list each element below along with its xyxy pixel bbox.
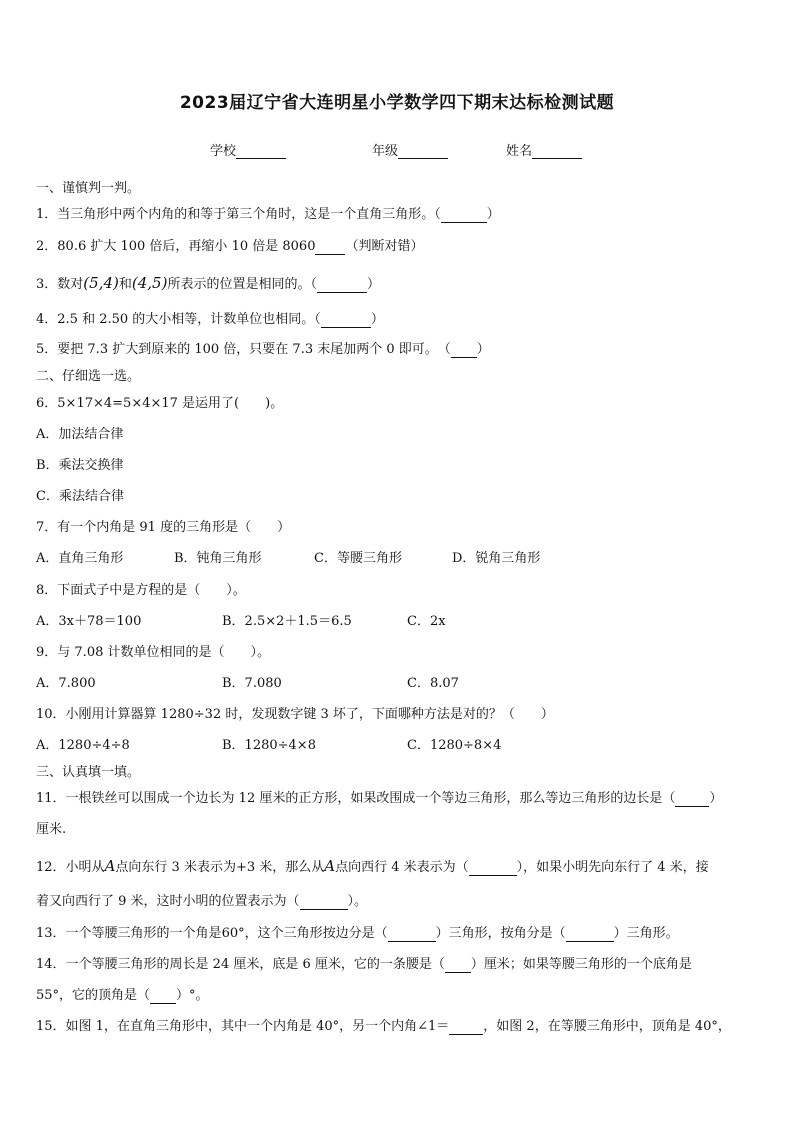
question-3 [36, 275, 760, 293]
question-12-line2 [36, 894, 760, 910]
question-text: 着又向西行了 9 米，这时小明的位置表示为（ [36, 894, 300, 909]
option-8c[interactable]: C．2x [407, 614, 446, 629]
option-9a[interactable]: A．7.800 [36, 676, 96, 691]
question-12 [36, 858, 760, 876]
question-number: 8． [36, 583, 58, 598]
option-6b[interactable]: B．乘法交换律 [36, 458, 124, 473]
question-text: 小刚用计算器算 1280÷32 时，发现数字键 3 坏了，下面哪种方法是对的？（ ） [65, 707, 554, 722]
angle-value: 60° [221, 926, 245, 941]
question-text-tail: ） [366, 277, 380, 292]
name-label: 姓名 [506, 144, 533, 159]
question-text: 点向西行 4 米表示为（ [335, 860, 469, 875]
question-14 [36, 957, 760, 973]
coordinate-pair-2: (4,5) [131, 274, 168, 292]
question-text-tail: ） [476, 342, 490, 357]
question-text: 80.6 扩大 100 倍后，再缩小 10 倍是 8060 [57, 239, 316, 254]
grade-blank[interactable] [398, 144, 448, 159]
question-5 [36, 342, 760, 358]
question-text: ），如果小明先向东行了 4 米，接 [516, 860, 709, 875]
school-blank[interactable] [236, 144, 286, 159]
grade-field[interactable] [372, 140, 448, 159]
question-number: 3． [36, 277, 58, 292]
question-number: 2． [36, 239, 58, 254]
question-13 [36, 926, 760, 942]
question-number: 14． [36, 957, 66, 972]
question-9 [36, 645, 760, 661]
question-4 [36, 312, 760, 328]
question-number: 4． [36, 312, 58, 327]
answer-blank[interactable] [566, 928, 614, 942]
question-11 [36, 791, 760, 807]
option-10c[interactable]: C．1280÷8×4 [407, 738, 502, 753]
option-6c[interactable]: C．乘法结合律 [36, 489, 124, 504]
answer-blank[interactable] [317, 279, 367, 293]
question-text: 当三角形中两个内角的和等于第三个角时，这是一个直角三角形。（ [57, 207, 441, 222]
question-number: 12． [36, 860, 66, 875]
question-text: 2.5 和 2.50 的大小相等，计数单位也相同。（ [57, 312, 321, 327]
answer-blank[interactable] [388, 928, 436, 942]
option-7b[interactable]: B．钝角三角形 [174, 551, 262, 566]
option-7a[interactable]: A．直角三角形 [36, 551, 124, 566]
answer-blank[interactable] [675, 793, 709, 807]
question-text: 和 [118, 277, 132, 292]
answer-blank[interactable] [469, 862, 517, 876]
question-text: 55°，它的顶角是（ [36, 988, 151, 1003]
section-heading-1: 一、谨慎判一判。 [36, 181, 141, 196]
option-7c[interactable]: C．等腰三角形 [314, 551, 402, 566]
section-heading-2: 二、仔细选一选。 [36, 369, 141, 384]
question-text-tail: ） [370, 312, 384, 327]
question-text-tail: ） [486, 207, 500, 222]
question-number: 7． [36, 520, 58, 535]
question-number: 10． [36, 707, 66, 722]
question-number: 11． [36, 791, 66, 806]
option-10a[interactable]: A．1280÷4÷8 [36, 738, 130, 753]
question-text: 要把 7.3 扩大到原来的 100 倍，只要在 7.3 末尾加两个 0 即可。 （ [57, 342, 451, 357]
question-number: 9． [36, 645, 58, 660]
point-a-label: A [324, 857, 336, 875]
school-field[interactable] [210, 140, 286, 159]
question-text: ）三角形，按角分是（ [435, 926, 566, 941]
question-14-line2 [36, 988, 760, 1004]
question-11-line2: 厘米. [36, 822, 67, 837]
question-10 [36, 707, 760, 723]
option-9b[interactable]: B．7.080 [222, 676, 282, 691]
answer-blank[interactable] [321, 314, 371, 328]
option-9c[interactable]: C．8.07 [407, 676, 459, 691]
grade-label: 年级 [372, 144, 399, 159]
question-15 [36, 1019, 760, 1035]
question-6 [36, 396, 760, 412]
question-2 [36, 239, 760, 255]
question-text-tail: ）。 [347, 894, 368, 909]
question-text: ）三角形。 [613, 926, 679, 941]
question-text: 一根铁丝可以围成一个边长为 12 厘米的正方形，如果改围成一个等边三角形，那么等边三角形的边长是（ [65, 791, 676, 806]
name-blank[interactable] [532, 144, 582, 159]
question-text: ）厘米；如果等腰三角形的一个底角是 [470, 957, 692, 972]
question-text: ，这个三角形按边分是（ [244, 926, 388, 941]
question-text: 有一个内角是 91 度的三角形是（ ） [57, 520, 291, 535]
school-label: 学校 [210, 144, 237, 159]
question-text: 数对 [57, 277, 84, 292]
question-1 [36, 207, 760, 223]
page-title: 2023届辽宁省大连明星小学数学四下期末达标检测试题 [179, 93, 615, 113]
answer-blank[interactable] [445, 959, 471, 973]
question-number: 1． [36, 207, 58, 222]
question-text: 一个等腰三角形的周长是 24 厘米，底是 6 厘米，它的一条腰是（ [65, 957, 445, 972]
answer-blank[interactable] [451, 344, 477, 358]
question-number: 13． [36, 926, 66, 941]
question-text: ，如图 2，在等腰三角形中，顶角是 40°， [483, 1019, 731, 1034]
question-text: 所表示的位置是相同的。（ [167, 277, 317, 292]
name-field[interactable] [506, 140, 582, 159]
question-text: 5×17×4=5×4×17 是运用了( )。 [57, 396, 284, 411]
answer-blank[interactable] [150, 990, 176, 1004]
answer-blank[interactable] [441, 209, 487, 223]
option-8a[interactable]: A．3x＋78＝100 [36, 614, 142, 629]
question-text: 下面式子中是方程的是（ ）。 [57, 583, 246, 598]
question-number: 15． [36, 1019, 66, 1034]
option-10b[interactable]: B．1280÷4×8 [222, 738, 316, 753]
answer-blank[interactable] [315, 241, 345, 255]
section-heading-3: 三、认真填一填。 [36, 765, 141, 780]
question-text: 小明从 [65, 860, 105, 875]
option-8b[interactable]: B．2.5×2＋1.5＝6.5 [222, 614, 352, 629]
coordinate-pair-1: (5,4) [83, 274, 119, 292]
question-text: 如图 1，在直角三角形中，其中一个内角是 40°，另一个内角∠1＝ [65, 1019, 450, 1034]
question-text: 点向东行 3 米表示为+3 米，那么从 [115, 860, 325, 875]
option-6a[interactable]: A．加法结合律 [36, 427, 124, 442]
question-text-tail: ） [709, 791, 723, 806]
question-text: 一个等腰三角形的一个角是 [65, 926, 222, 941]
question-7 [36, 520, 760, 536]
question-number: 6． [36, 396, 58, 411]
question-8 [36, 583, 760, 599]
answer-blank[interactable] [449, 1021, 483, 1035]
answer-blank[interactable] [300, 896, 348, 910]
point-a-label: A [104, 857, 116, 875]
option-7d[interactable]: D．锐角三角形 [452, 551, 541, 566]
question-text-tail: （判断对错） [345, 239, 424, 254]
question-text: 与 7.08 计数单位相同的是（ ）。 [57, 645, 270, 660]
question-text-tail: ）°。 [176, 988, 209, 1003]
question-number: 5． [36, 342, 58, 357]
